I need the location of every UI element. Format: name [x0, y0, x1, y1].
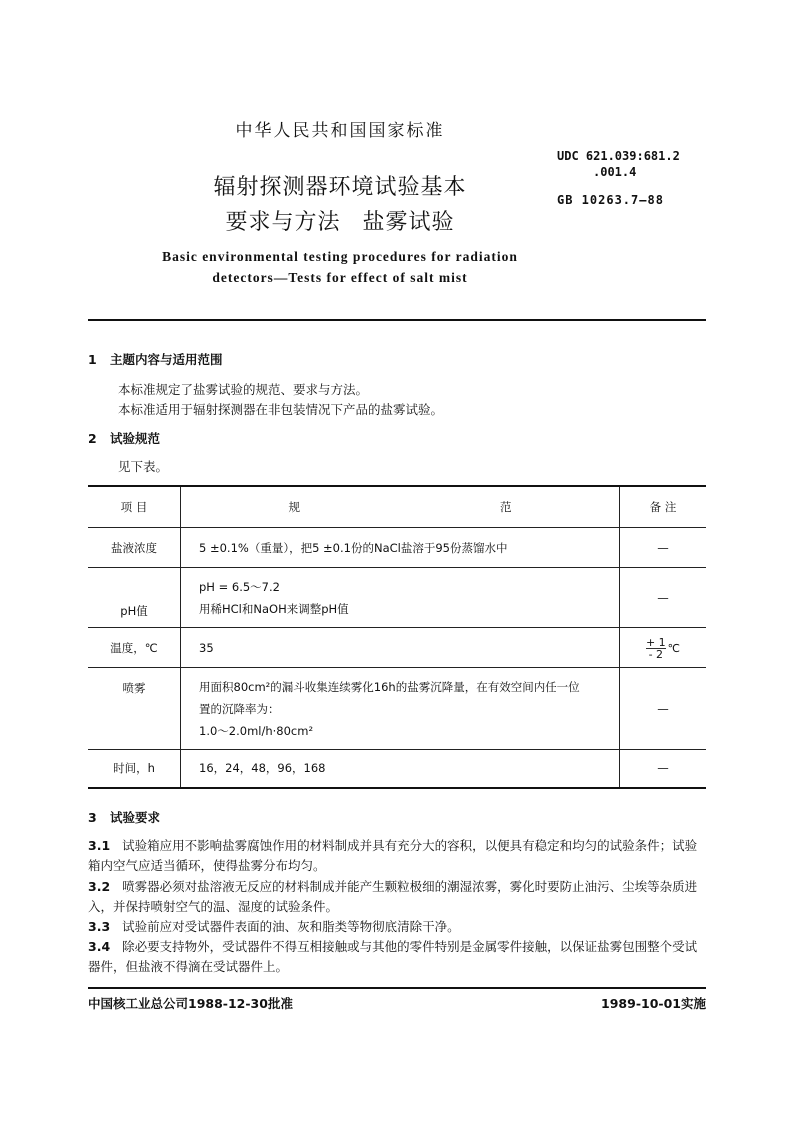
title-cn-line2-part2: 盐雾试验	[362, 210, 455, 235]
tolerance-unit: ℃	[667, 642, 681, 655]
requirement-number: 3.3	[88, 919, 111, 934]
udc-line1: UDC 621.039:681.2	[557, 149, 680, 163]
row-spec-line: 用面积80cm²的漏斗收集连续雾化16h的盐雾沉降量，在有效空间内任一位	[199, 679, 580, 694]
requirement-number: 3.4	[88, 939, 111, 954]
requirement-item	[88, 937, 706, 977]
requirement-item	[88, 836, 706, 876]
national-standard-label: 中华人民共和国国家标准	[235, 121, 445, 141]
approval-date: 中国核工业总公司1988-12-30批准	[88, 996, 293, 1011]
section2-title: 试验规范	[110, 431, 161, 446]
table-row	[88, 568, 706, 628]
udc-line2: .001.4	[593, 165, 637, 179]
row-spec-line: 35	[199, 640, 214, 655]
row-spec-line: 5 ±0.1%（重量），把5 ±0.1份的NaCl盐溶于95份蒸馏水中	[199, 540, 508, 555]
section2-para1: 见下表。	[118, 459, 169, 474]
requirement-text: 喷雾器必须对盐溶液无反应的材料制成并能产生颗粒极细的潮湿浓雾，雾化时要防止油污、尘埃等杂质进入，并保持喷射空气的温、湿度的试验条件。	[88, 879, 698, 914]
row-item: pH值	[88, 568, 181, 628]
footer-rule	[88, 987, 706, 989]
header-spec-right: 范	[500, 500, 512, 514]
row-spec-line: 置的沉降率为：	[199, 701, 280, 716]
gb-number: GB 10263.7—88	[557, 193, 664, 207]
requirement-item	[88, 877, 706, 917]
requirement-text: 试验箱应用不影响盐雾腐蚀作用的材料制成并具有充分大的容积，以便具有稳定和均匀的试验条件；试验箱内空气应适当循环，使得盐雾分布均匀。	[88, 838, 698, 873]
row-spec-line: 1.0～2.0ml/h·80cm²	[199, 723, 314, 738]
tolerance-minus: - 2	[646, 648, 666, 660]
requirement-number: 3.2	[88, 879, 111, 894]
row-note: —	[620, 668, 707, 750]
title-en-line2: detectors—Tests for effect of salt mist	[212, 270, 468, 285]
section3-heading	[88, 808, 160, 826]
section1-heading	[88, 350, 223, 368]
row-item: 盐液浓度	[88, 528, 181, 568]
temperature-tolerance	[646, 637, 680, 660]
row-note: —	[620, 568, 707, 628]
row-spec	[181, 628, 620, 668]
header-spec-left: 规	[288, 500, 300, 514]
header-spec	[181, 486, 620, 528]
row-spec	[181, 750, 620, 788]
row-spec-line: 用稀HCl和NaOH来调整pH值	[199, 601, 349, 616]
header-item: 项 目	[88, 486, 181, 528]
row-item: 喷雾	[88, 668, 181, 750]
effective-date: 1989-10-01实施	[601, 996, 706, 1011]
section3-title: 试验要求	[110, 810, 161, 825]
row-spec	[181, 568, 620, 628]
requirement-text: 试验前应对受试器件表面的油、灰和脂类等物彻底清除干净。	[122, 919, 460, 934]
section2-number: 2	[88, 431, 97, 446]
section3-number: 3	[88, 810, 97, 825]
table-row	[88, 628, 706, 668]
section1-title: 主题内容与适用范围	[110, 352, 223, 367]
row-item: 时间，h	[88, 750, 181, 788]
table-row	[88, 750, 706, 788]
header-note: 备 注	[620, 486, 707, 528]
row-spec-line: 16，24，48，96，168	[199, 761, 326, 776]
row-spec	[181, 528, 620, 568]
title-cn-line2	[0, 205, 680, 236]
header-rule	[88, 319, 706, 321]
section1-number: 1	[88, 352, 97, 367]
table-row	[88, 528, 706, 568]
row-spec	[181, 668, 620, 750]
spec-table	[88, 485, 706, 789]
title-cn-line1: 辐射探测器环境试验基本	[213, 175, 467, 200]
section1-para1: 本标准规定了盐雾试验的规范、要求与方法。	[118, 382, 369, 397]
row-spec-line: pH = 6.5～7.2	[199, 579, 280, 594]
table-row	[88, 668, 706, 750]
requirement-text: 除必要支持物外，受试器件不得互相接触或与其他的零件特别是金属零件接触，以保证盐雾包围整个受试器件，但盐液不得滴在受试器件上。	[88, 939, 698, 974]
title-en-line1: Basic environmental testing procedures for radiation	[162, 249, 518, 264]
section1-para2: 本标准适用于辐射探测器在非包装情况下产品的盐雾试验。	[118, 402, 444, 417]
row-note: —	[620, 750, 707, 788]
requirement-item	[88, 917, 706, 937]
title-cn-line2-part1: 要求与方法	[225, 210, 341, 235]
requirement-number: 3.1	[88, 838, 111, 853]
row-note: —	[620, 528, 707, 568]
row-note	[620, 628, 707, 668]
section2-heading	[88, 429, 160, 447]
tolerance-plus: + 1	[645, 636, 666, 649]
row-item: 温度，℃	[88, 628, 181, 668]
udc-code	[557, 148, 680, 180]
table-header-row	[88, 486, 706, 528]
